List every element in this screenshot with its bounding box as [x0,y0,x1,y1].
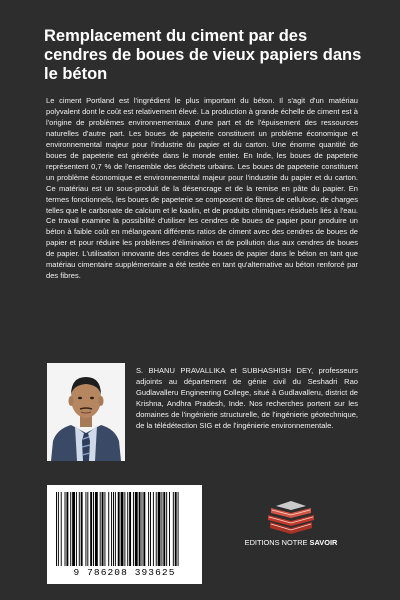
stacked-books-logo-icon [246,498,336,538]
isbn-number: 9 786208 393625 [73,567,176,578]
author-photo [47,363,125,461]
isbn-barcode [47,485,202,584]
author-portrait-image [47,363,125,461]
author-bio: S. BHANU PRAVALLIKA et SUBHASHISH DEY, professeurs adjoints au département de génie civil du Seshadri Rao Gudlavalleru Engineering College, situé à Gudlavalleru, district de Krishna, Andhra Pradesh, Inde. Nos recherches portent sur les domaines de l'ingénierie structurelle, de l'ingénierie géotechnique, de la télédétection SIG et de l'ingénierie environnementale. [136,366,358,430]
publisher-name [233,538,349,547]
book-abstract: Le ciment Portland est l'ingrédient le plus important du béton. Il s'agit d'un matériau polyvalent dont le coût est relativement élevé. La production à grande échelle de ciment est à l'origine de problèmes environnementaux d'une part et de l'épuisement des ressources naturelles d'autre part. Les boues de papeterie constituent un problème économique et environnemental majeur pour l'industrie du papier et du carton. Une énorme quantité de boues de papeterie est générée dans le monde entier. En Inde, les boues de papeterie représentent 0,7 % de l'ensemble des déchets urbains. Les boues de papeterie constituent un problème économique et environnemental majeur pour l'industrie du papier et du carton. Ce matériau est un sous-produit de la désencrage et de la remise en pâte du papier. En termes fonctionnels, les boues de papeterie se composent de fibres de cellulose, de charges telles que le carbonate de calcium et le kaolin, et de produits chimiques résiduels liés à l'eau. Ce travail examine la possibilité d'utiliser les cendres de boues de papier pour produire un béton à faible coût en mélangeant différents ratios de ciment avec des cendres de boues de papier et pour réduire les problèmes d'élimination et de pollution dus aux cendres de boues de papier. L'utilisation innovante des cendres de boues de papier dans le béton en tant que matériau cimentaire supplémentaire a été testée en tant qu'alternative au béton renforcé par des fibres. [46,96,358,281]
publisher-name-prefix: EDITIONS NOTRE [244,538,310,547]
publisher-name-strong: SAVOIR [309,538,338,547]
barcode-bars [54,492,195,566]
book-title: Remplacement du ciment par des cendres de boues de vieux papiers dans le béton [44,27,362,83]
publisher-logo [246,498,336,558]
